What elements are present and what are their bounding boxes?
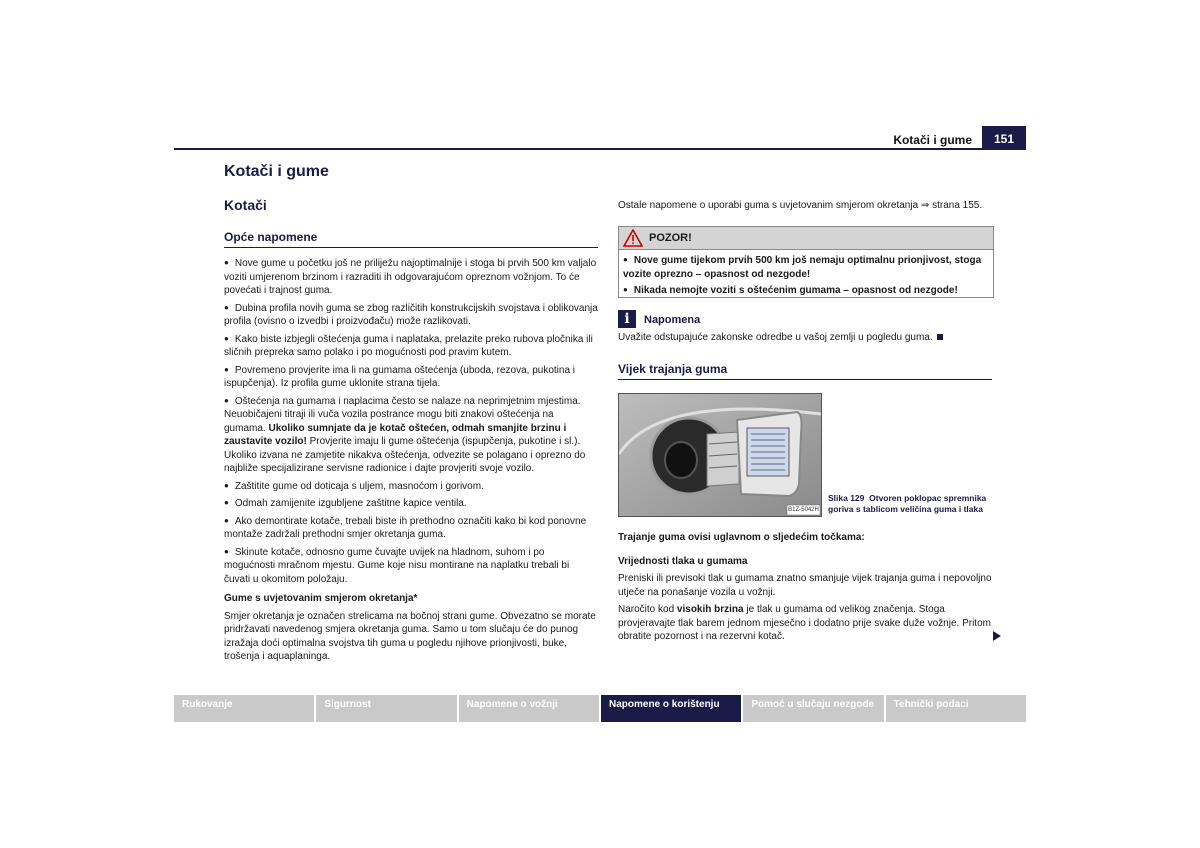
bullet-item-damage xyxy=(224,395,598,476)
tab-sigurnost[interactable]: Sigurnost xyxy=(316,695,456,722)
warning-item: ● Nikada nemojte voziti s oštećenim gumama – opasnost od nezgode! xyxy=(623,284,989,298)
pressure-p2-bold: visokih brzina xyxy=(676,604,744,615)
pressure-p2-end: je tlak u gumama od velikog značenja. Stoga provjeravajte tlak barem jednom mjesečno i dodatno prije svake duže vožnje. Pritom obratite pozornost i na rezervni kotač. xyxy=(618,604,991,642)
right-column-lower xyxy=(618,531,992,648)
intro-text: Ostale napomene o uporabi guma s uvjetovanim smjerom okretanja ⇒ strana 155. xyxy=(618,200,983,211)
fuel-flap-photo xyxy=(618,393,822,517)
left-column xyxy=(224,257,598,668)
page-number: 151 xyxy=(982,126,1026,148)
note-text-content: Uvažite odstupajuće zakonske odredbe u vašoj zemlji u pogledu guma. xyxy=(618,332,933,343)
figure-label: Slika 129 xyxy=(828,493,865,503)
bullet-item: ● Ako demontirate kotače, trebali biste ih prethodno označiti kako bi kod ponovne montaže zadržali prethodni smjer okretanja guma. xyxy=(224,515,598,542)
bullet-item: ● Zaštitite gume od doticaja s uljem, masnoćom i gorivom. xyxy=(224,480,598,494)
depends-heading: Trajanje guma ovisi uglavnom o sljedećim točkama: xyxy=(618,532,865,543)
chapter-title: Kotači i gume xyxy=(224,163,329,180)
warning-triangle-icon xyxy=(623,229,643,247)
fuel-flap-illustration xyxy=(619,394,821,516)
damage-text-end: Provjerite imaju li gume oštećenja (ispupčenja, pukotine i sl.). Ukoliko izvana ne zamjetite nikakva oštećenja, odvezite se polagano i oprezno do najbliže specijalizirane servisne radionice i dajte provjeriti svoje vozilo. xyxy=(224,436,586,474)
tab-napomene-o-koristenju[interactable]: Napomene o korištenju xyxy=(601,695,741,722)
running-header-title: Kotači i gume xyxy=(893,133,972,147)
figure-caption xyxy=(828,493,998,515)
tab-rukovanje[interactable]: Rukovanje xyxy=(174,695,314,722)
note-title: Napomena xyxy=(644,314,701,326)
header-rule xyxy=(174,148,1026,150)
continue-arrow-icon[interactable] xyxy=(993,631,1001,641)
pressure-paragraph-1: Preniski ili previsoki tlak u gumama znatno smanjuje vijek trajanja guma i nepovoljno utječe na ponašanje vozila u vožnji. xyxy=(618,573,992,598)
note-text xyxy=(618,331,992,345)
warning-header xyxy=(619,227,993,250)
bullet-item: ● Nove gume u početku još ne priliježu najoptimalnije i stoga bi prvih 500 km valjalo voziti umjerenom brzinom i razraditi ih odgovarajućom opreznom vožnjom. To će povećati i trajnost guma. xyxy=(224,257,598,298)
damage-warning-bold: Ukoliko sumnjate da je kotač oštećen, odmah smanjite brzinu i zaustavite vozilo! xyxy=(224,422,567,447)
general-notes-heading: Opće napomene xyxy=(224,230,598,248)
info-icon: i xyxy=(618,310,636,328)
bullet-item: ● Skinute kotače, odnosno gume čuvajte uvijek na hladnom, suhom i po mogućnosti mračnom mjestu. Gume koje nisu montirane na naplatku trebali bi čuvati u okomitom položaju. xyxy=(224,546,598,587)
warning-body xyxy=(619,250,993,298)
pressure-heading: Vrijednosti tlaka u gumama xyxy=(618,555,748,567)
tire-life-heading: Vijek trajanja guma xyxy=(618,362,992,380)
section-title: Kotači xyxy=(224,197,267,213)
bullet-item: ● Kako biste izbjegli oštećenja guma i naplataka, prelazite preko rubova pločnika ili sličnih prepreka samo polako i po mogućnosti pod pravim kutem. xyxy=(224,333,598,360)
damage-text: Oštećenja na gumama i naplacima često se nalaze na neprimjetnim mjestima. Neuobičajeni titraji ili vuča vozila postrance mogu biti znakovi oštećenja na gumama. xyxy=(224,395,581,434)
directional-tires-subheading: Gume s uvjetovanim smjerom okretanja* xyxy=(224,593,418,604)
tab-tehnicki-podaci[interactable]: Tehnički podaci xyxy=(886,695,1026,722)
directional-tires-paragraph: Smjer okretanja je označen strelicama na bočnoj strani gume. Obvezatno se morate pridržavati navedenog smjera okretanja guma. Samo u tom slučaju će do punog izražaja doći optimalna svojstva tih guma u pogledu njihove prionjivosti, buke, trošenja i aquaplaninga. xyxy=(224,610,596,662)
end-of-section-marker xyxy=(937,334,943,340)
bullet-item: ● Dubina profila novih guma se zbog različitih konstrukcijskih svojstava i oblikovanja profila (ovisno o izvedbi i proizvođaču) može razlikovati. xyxy=(224,302,598,329)
tab-napomene-o-voznji[interactable]: Napomene o vožnji xyxy=(459,695,599,722)
bullet-item: ● Odmah zamijenite izgubljene zaštitne kapice ventila. xyxy=(224,497,598,511)
figure-caption-text: Otvoren poklopac spremnika goriva s tablicom veličina guma i tlaka xyxy=(828,493,987,514)
pressure-paragraph-2 xyxy=(618,603,992,644)
figure-code: B1Z-5042H xyxy=(788,507,819,513)
pressure-p2-start: Naročito kod xyxy=(618,604,675,615)
warning-item: ● Nove gume tijekom prvih 500 km još nemaju optimalnu prionjivost, stoga vozite oprezno – opasnost od nezgode! xyxy=(623,254,989,281)
warning-box xyxy=(618,226,994,298)
warning-title: POZOR! xyxy=(649,232,692,244)
chapter-tabs xyxy=(174,695,1026,722)
bullet-item: ● Povremeno provjerite ima li na gumama oštećenja (uboda, rezova, pukotina i ispupčenja). Iz profila gume uklonite strana tijela. xyxy=(224,364,598,391)
tab-pomoc-u-slucaju-nezgode[interactable]: Pomoć u slučaju nezgode xyxy=(743,695,883,722)
